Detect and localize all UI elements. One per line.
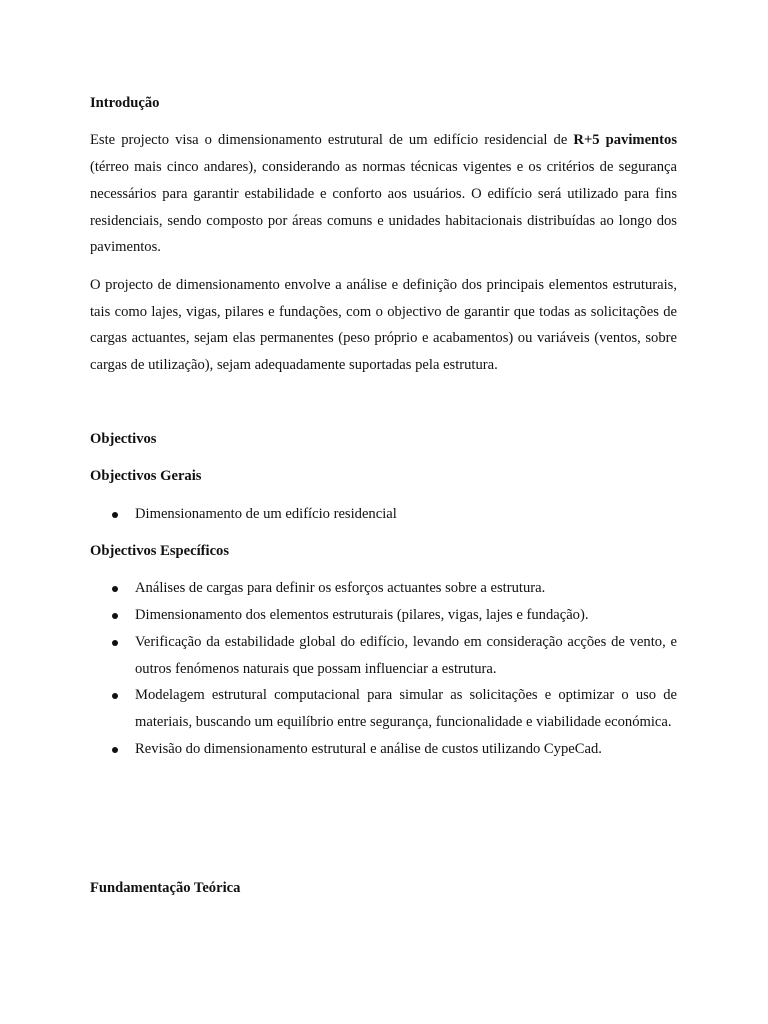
bullet-icon: [112, 747, 118, 753]
list-item-text: Dimensionamento dos elementos estruturais (pilares, vigas, lajes e fundação).: [135, 606, 589, 623]
bullet-icon: [112, 613, 118, 619]
theory-heading: Fundamentação Teórica: [90, 879, 241, 896]
list-item: [90, 629, 677, 683]
list-item: [90, 602, 677, 629]
list-item-text: Análises de cargas para definir os esforços actuantes sobre a estrutura.: [135, 580, 546, 597]
intro-paragraph-1: [90, 127, 677, 261]
list-item-text: Verificação da estabilidade global do edifício, levando em consideração acções de vento, e outros fenómenos naturais que possam influenciar a estrutura.: [135, 633, 677, 677]
list-item: [90, 682, 677, 736]
specific-objectives-heading: Objectivos Específicos: [90, 542, 230, 559]
general-objectives-heading: Objectivos Gerais: [90, 468, 202, 485]
document-page: [90, 90, 677, 902]
list-item: [90, 501, 677, 528]
list-item: [90, 575, 677, 602]
intro-p1-bold: R+5 pavimentos: [573, 132, 677, 149]
specific-objectives-list: [90, 575, 677, 763]
intro-p1-text-a: Este projecto visa o dimensionamento estrutural de um edifício residencial de: [90, 132, 574, 149]
intro-heading: Introdução: [90, 95, 160, 111]
general-objectives-list: [90, 501, 677, 528]
bullet-icon: [112, 640, 118, 646]
list-item-text: Revisão do dimensionamento estrutural e análise de custos utilizando CypeCad.: [135, 740, 602, 757]
list-item-text: Modelagem estrutural computacional para simular as solicitações e optimizar o uso de materiais, buscando um equilíbrio entre segurança, funcionalidade e viabilidade económica.: [135, 687, 677, 731]
bullet-icon: [112, 586, 118, 592]
list-item-text: Dimensionamento de um edifício residencial: [135, 505, 397, 522]
intro-paragraph-2: O projecto de dimensionamento envolve a análise e definição dos principais elementos estruturais, tais como lajes, vigas, pilares e fundações, com o objectivo de garantir que todas as solicitações de cargas actuantes, sejam elas permanentes (peso próprio e acabamentos) ou variáveis (ventos, sobre cargas de utilização), sejam adequadamente suportadas pela estrutura.: [90, 276, 677, 374]
intro-p1-text-b: (térreo mais cinco andares), considerando as normas técnicas vigentes e os critérios de segurança necessários para garantir estabilidade e conforto aos usuários. O edifício será utilizado para fins residenciais, sendo composto por áreas comuns e unidades habitacionais distribuídas ao longo dos pavimentos.: [90, 159, 677, 256]
objectives-heading: Objectivos: [90, 430, 157, 447]
list-item: [90, 736, 677, 763]
bullet-icon: [112, 512, 118, 518]
bullet-icon: [112, 693, 118, 699]
